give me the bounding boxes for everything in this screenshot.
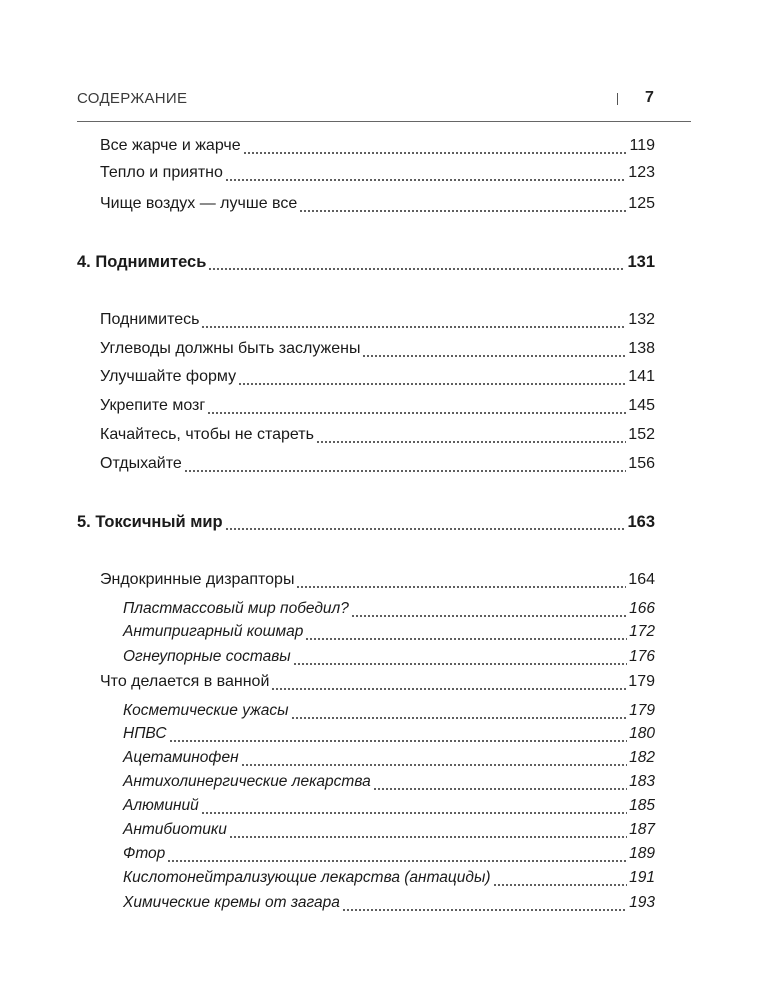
toc-subsection-entry	[123, 770, 655, 792]
toc-subsection-entry	[123, 891, 655, 913]
toc-section-entry	[100, 365, 655, 387]
entry-page: 145	[628, 397, 655, 414]
toc-subsection-entry	[123, 620, 655, 642]
entry-title: Огнеупорные составы	[123, 648, 291, 665]
dot-leader	[229, 820, 627, 840]
entry-page: 191	[629, 869, 655, 886]
dot-leader	[184, 454, 627, 474]
toc-section-entry	[100, 670, 655, 692]
entry-page: 172	[629, 623, 655, 640]
page-number: 7	[645, 89, 654, 106]
entry-title: Углеводы должны быть заслужены	[100, 340, 361, 357]
entry-page: 125	[628, 195, 655, 212]
entry-page: 164	[628, 571, 655, 588]
entry-page: 141	[628, 368, 655, 385]
entry-title: Антибиотики	[123, 821, 227, 838]
dot-leader	[373, 772, 627, 792]
toc-section-entry	[100, 568, 655, 590]
header-separator	[617, 93, 618, 105]
header-rule	[77, 121, 691, 122]
toc-section-entry	[100, 308, 655, 330]
dot-leader	[271, 672, 626, 692]
entry-title: 4. Поднимитесь	[77, 253, 207, 271]
entry-title: Тепло и приятно	[100, 164, 223, 181]
dot-leader	[243, 136, 628, 156]
entry-title: Антихолинергические лекарства	[123, 773, 371, 790]
toc-subsection-entry	[123, 866, 655, 888]
dot-leader	[493, 868, 628, 888]
toc-section-entry	[100, 134, 655, 156]
entry-page: 138	[628, 340, 655, 357]
dot-leader	[207, 396, 626, 416]
dot-leader	[225, 512, 626, 532]
toc-subsection-entry	[123, 699, 655, 721]
entry-page: 182	[629, 749, 655, 766]
entry-page: 187	[629, 821, 655, 838]
dot-leader	[305, 622, 627, 642]
entry-page: 119	[629, 137, 655, 154]
entry-title: НПВС	[123, 725, 167, 742]
toc-subsection-entry	[123, 818, 655, 840]
dot-leader	[238, 367, 626, 387]
toc-section-entry	[100, 192, 655, 214]
dot-leader	[169, 724, 628, 744]
entry-title: Все жарче и жарче	[100, 137, 241, 154]
entry-page: 132	[628, 311, 655, 328]
entry-page: 123	[628, 164, 655, 181]
dot-leader	[167, 844, 627, 864]
dot-leader	[316, 425, 626, 445]
entry-title: Отдыхайте	[100, 455, 182, 472]
entry-page: 131	[627, 253, 655, 271]
entry-page: 152	[628, 426, 655, 443]
entry-title: Чище воздух — лучше все	[100, 195, 298, 212]
dot-leader	[299, 194, 626, 214]
toc-subsection-entry	[123, 794, 655, 816]
entry-page: 185	[629, 797, 655, 814]
entry-title: Химические кремы от загара	[123, 894, 340, 911]
entry-page: 189	[629, 845, 655, 862]
entry-page: 163	[627, 513, 655, 531]
toc-section-entry	[100, 394, 655, 416]
entry-page: 166	[629, 600, 655, 617]
entry-title: Косметические ужасы	[123, 702, 289, 719]
toc-chapter-entry	[77, 510, 655, 532]
dot-leader	[296, 570, 626, 590]
entry-title: Поднимитесь	[100, 311, 200, 328]
toc-subsection-entry	[123, 597, 655, 619]
dot-leader	[241, 748, 627, 768]
toc-subsection-entry	[123, 746, 655, 768]
toc-subsection-entry	[123, 842, 655, 864]
toc-section-entry	[100, 337, 655, 359]
entry-title: Фтор	[123, 845, 166, 862]
dot-leader	[342, 893, 627, 913]
entry-title: Улучшайте форму	[100, 368, 237, 385]
dot-leader	[225, 163, 626, 183]
dot-leader	[362, 339, 626, 359]
dot-leader	[201, 796, 627, 816]
entry-title: Антипригарный кошмар	[123, 623, 304, 640]
running-header-title: СОДЕРЖАНИЕ	[77, 90, 188, 107]
entry-page: 179	[628, 673, 655, 690]
entry-title: Алюминий	[123, 797, 199, 814]
entry-title: Ацетаминофен	[123, 749, 239, 766]
dot-leader	[293, 647, 627, 667]
dot-leader	[351, 599, 627, 619]
entry-page: 156	[628, 455, 655, 472]
dot-leader	[201, 310, 626, 330]
entry-page: 193	[629, 894, 655, 911]
entry-page: 176	[629, 648, 655, 665]
entry-title: 5. Токсичный мир	[77, 513, 223, 531]
toc-section-entry	[100, 423, 655, 445]
entry-title: Эндокринные дизрапторы	[100, 571, 295, 588]
entry-title: Кислотонейтрализующие лекарства (антациды)	[123, 869, 491, 886]
entry-page: 179	[629, 702, 655, 719]
dot-leader	[291, 701, 628, 721]
toc-subsection-entry	[123, 645, 655, 667]
entry-page: 183	[629, 773, 655, 790]
entry-title: Пластмассовый мир победил?	[123, 600, 349, 617]
toc-subsection-entry	[123, 722, 655, 744]
entry-title: Что делается в ванной	[100, 673, 270, 690]
toc-chapter-entry	[77, 250, 655, 272]
entry-title: Качайтесь, чтобы не стареть	[100, 426, 314, 443]
toc-section-entry	[100, 452, 655, 474]
toc-section-entry	[100, 161, 655, 183]
dot-leader	[208, 252, 625, 272]
entry-title: Укрепите мозг	[100, 397, 206, 414]
entry-page: 180	[629, 725, 655, 742]
